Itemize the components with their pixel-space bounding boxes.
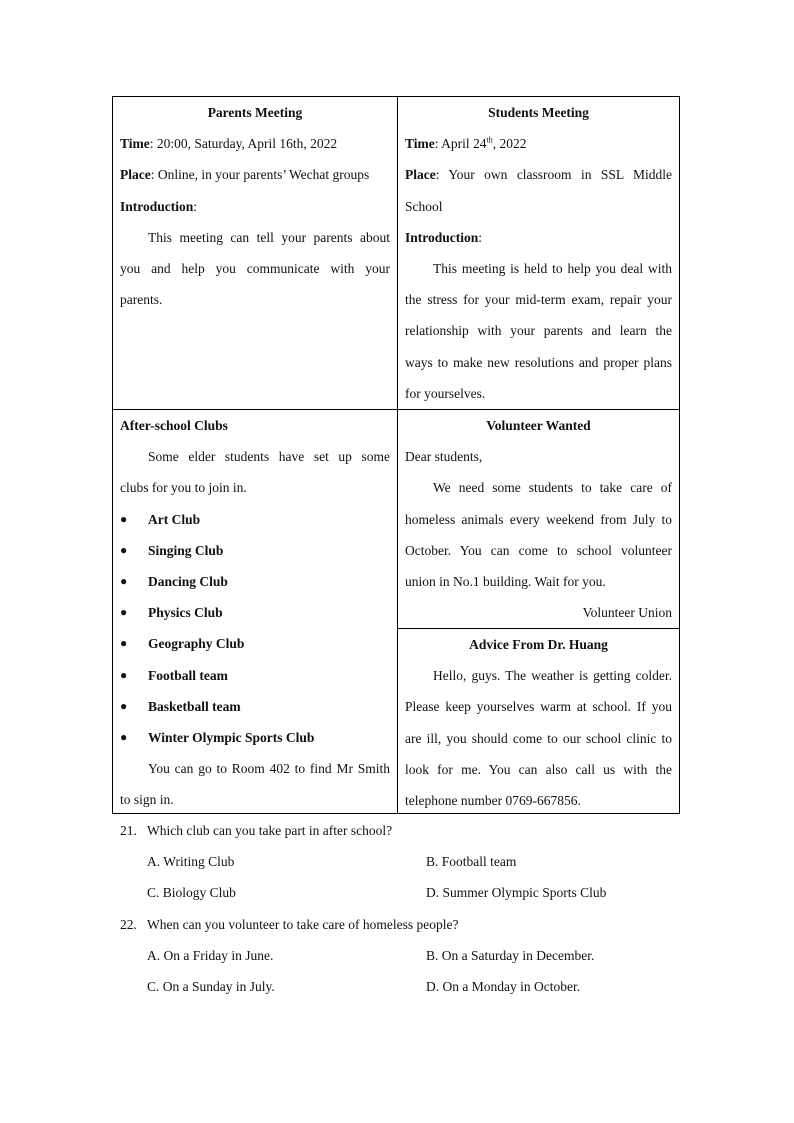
students-intro-line: for yourselves. (405, 385, 486, 401)
bullet-icon: ● (120, 729, 128, 744)
students-intro-line: ways to make new resolutions and proper plans (405, 354, 672, 370)
place-value: : Your own classroom in SSL Middle (435, 167, 672, 183)
bullet-icon: ● (120, 667, 128, 682)
question-text: Which club can you take part in after school? (147, 823, 393, 838)
students-intro-line: the stress for your mid-term exam, repair your (405, 292, 672, 308)
parents-meeting-title: Parents Meeting (207, 105, 303, 120)
volunteer-wanted-cell (398, 410, 679, 628)
volunteer-greeting: Dear students, (405, 449, 483, 465)
volunteer-body-line: October. You can come to school volunteer (405, 542, 672, 558)
intro-colon: : (193, 198, 198, 214)
volunteer-title: Volunteer Wanted (486, 418, 591, 433)
club-name: Art Club (148, 511, 201, 527)
parents-intro-line: you and help you communicate with your (120, 260, 390, 276)
club-item (120, 597, 390, 628)
intro-label: Introduction (405, 229, 479, 245)
students-meeting-place (405, 159, 672, 190)
clubs-outro-line: to sign in. (120, 792, 174, 808)
time-value: : 20:00, Saturday, April 16th, 2022 (149, 136, 338, 152)
club-item (120, 660, 390, 691)
place-label: Place (405, 167, 436, 183)
students-meeting-intro-heading (405, 222, 672, 253)
club-item (120, 535, 390, 566)
students-intro-line: relationship with your parents and learn the (405, 323, 672, 339)
option-a[interactable]: A. Writing Club (147, 854, 235, 870)
option-b[interactable]: B. On a Saturday in December. (426, 948, 595, 964)
club-name: Physics Club (148, 605, 223, 621)
option-d[interactable]: D. Summer Olympic Sports Club (426, 885, 607, 901)
clubs-outro-line: You can go to Room 402 to find Mr Smith (148, 761, 390, 777)
club-name: Dancing Club (148, 573, 228, 589)
question-stem (120, 815, 680, 846)
volunteer-body-line: union in No.1 building. Wait for you. (405, 573, 606, 589)
club-name: Winter Olympic Sports Club (148, 729, 315, 745)
volunteer-body-line: We need some students to take care of (433, 480, 672, 496)
option-c[interactable]: C. On a Sunday in July. (147, 979, 275, 995)
advice-title: Advice From Dr. Huang (469, 637, 608, 652)
time-label: Time (405, 136, 435, 152)
question-text: When can you volunteer to take care of homeless people? (147, 917, 459, 932)
option-c[interactable]: C. Biology Club (147, 885, 236, 901)
club-name: Geography Club (148, 636, 245, 652)
option-a[interactable]: A. On a Friday in June. (147, 948, 274, 964)
question-stem (120, 909, 680, 940)
parents-meeting-cell (113, 97, 397, 315)
option-row (120, 877, 680, 908)
after-school-clubs-cell (113, 410, 397, 815)
bullet-icon: ● (120, 605, 128, 620)
question-22 (120, 909, 680, 1003)
bullet-icon: ● (120, 542, 128, 557)
clubs-title: After-school Clubs (120, 418, 228, 433)
students-meeting-place-cont: School (405, 198, 443, 214)
option-b[interactable]: B. Football team (426, 854, 517, 870)
option-d[interactable]: D. On a Monday in October. (426, 979, 581, 995)
club-name: Football team (148, 667, 228, 683)
option-row (120, 971, 680, 1002)
parents-intro-line: This meeting can tell your parents about (148, 229, 390, 245)
place-value: : Online, in your parents’ Wechat groups (150, 167, 370, 183)
club-item (120, 566, 390, 597)
clubs-intro-line: clubs for you to join in. (120, 480, 247, 496)
clubs-intro-line: Some elder students have set up some (148, 449, 390, 465)
bullet-icon: ● (120, 573, 128, 588)
intro-label: Introduction (120, 198, 194, 214)
question-21 (120, 815, 680, 909)
club-name: Singing Club (148, 542, 224, 558)
question-number: 21. (120, 823, 137, 838)
option-row (120, 940, 680, 971)
students-intro-line: This meeting is held to help you deal with (433, 260, 672, 276)
option-row (120, 846, 680, 877)
advice-body-line: telephone number 0769-667856. (405, 792, 581, 808)
students-meeting-cell (398, 97, 679, 409)
time-year: , 2022 (492, 136, 527, 152)
ordinal-suffix: th (486, 135, 493, 145)
club-item (120, 504, 390, 535)
club-item (120, 691, 390, 722)
club-item (120, 722, 390, 753)
volunteer-signature: Volunteer Union (582, 605, 672, 621)
advice-body-line: look for me. You can also call us with the (405, 761, 672, 777)
students-meeting-title: Students Meeting (488, 105, 589, 120)
bullet-icon: ● (120, 698, 128, 713)
parents-intro-line: parents. (120, 292, 163, 308)
time-value: : April 24 (434, 136, 487, 152)
club-name: Basketball team (148, 698, 241, 714)
advice-cell (398, 629, 679, 816)
advice-body-line: are ill, you should come to our school clinic to (405, 730, 672, 746)
club-item (120, 628, 390, 659)
advice-body-line: Hello, guys. The weather is getting colder. (433, 668, 672, 684)
time-label: Time (120, 136, 150, 152)
advice-body-line: Please keep yourselves warm at school. If you (405, 699, 672, 715)
parents-meeting-intro-heading (120, 191, 390, 222)
question-number: 22. (120, 917, 137, 932)
parents-meeting-time (120, 128, 390, 159)
students-meeting-time (405, 128, 672, 159)
volunteer-body-line: homeless animals every weekend from July to (405, 511, 672, 527)
intro-colon: : (478, 229, 483, 245)
notice-table (112, 96, 680, 814)
parents-meeting-place (120, 159, 390, 190)
bullet-icon: ● (120, 636, 128, 651)
bullet-icon: ● (120, 511, 128, 526)
place-label: Place (120, 167, 151, 183)
